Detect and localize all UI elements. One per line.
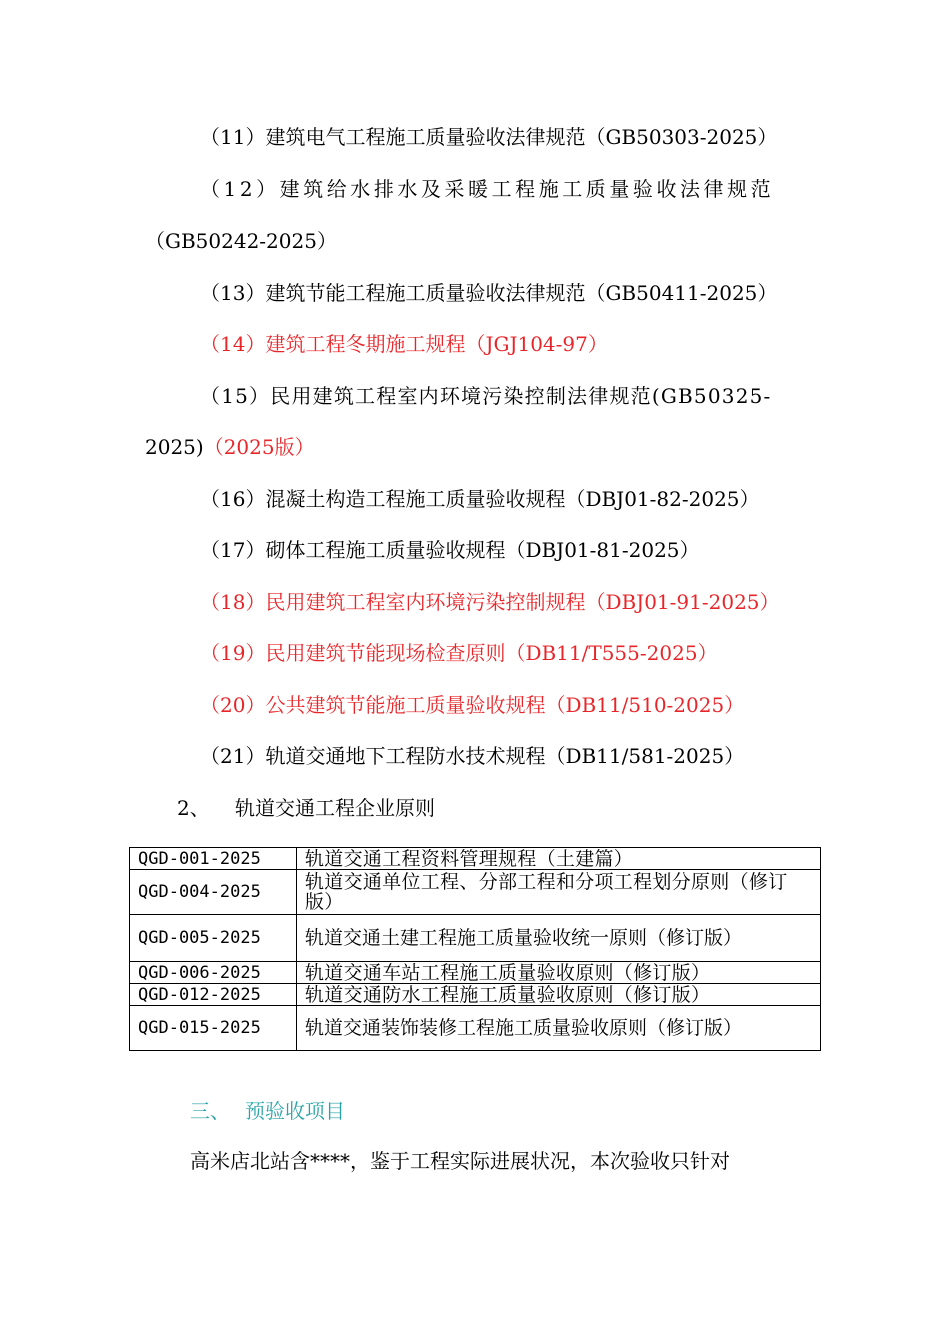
standard-item-12-continuation <box>145 228 337 254</box>
section-title: 预验收项目 <box>245 1099 345 1123</box>
standard-code-cell: QGD-015-2025 <box>130 1006 297 1051</box>
standard-code-cell: QGD-004-2025 <box>130 870 297 915</box>
standard-item-14 <box>200 331 608 357</box>
standard-code-cell: QGD-012-2025 <box>130 984 297 1006</box>
item-text: 建筑电气工程施工质量验收法律规范（GB50303-2025） <box>265 125 778 149</box>
item-number: （12） <box>200 177 280 201</box>
standard-name-cell: 轨道交通车站工程施工质量验收原则（修订版） <box>297 962 821 984</box>
item-number: （21） <box>200 744 266 768</box>
standard-name-cell: 轨道交通装饰装修工程施工质量验收原则（修订版） <box>297 1006 821 1051</box>
table-row <box>130 984 821 1006</box>
item-number: （17） <box>200 538 266 562</box>
item-text: （GB50242-2025） <box>145 229 337 253</box>
body-paragraph: 高米店北站含****，鉴于工程实际进展状况，本次验收只针对 <box>190 1149 730 1173</box>
item-number: （19） <box>200 641 266 665</box>
standard-item-12 <box>200 176 774 202</box>
item-text: 砌体工程施工质量验收规程（DBJ01-81-2025） <box>265 538 700 562</box>
standard-item-20 <box>200 692 744 718</box>
item-text: 公共建筑节能施工质量验收规程（DB11/510-2025） <box>265 693 745 717</box>
section-number: 三、 <box>190 1099 230 1123</box>
item-text: 民用建筑工程室内环境污染控制规程（DBJ01-91-2025） <box>265 590 780 614</box>
item-number: （11） <box>200 125 266 149</box>
standard-code-cell: QGD-005-2025 <box>130 915 297 962</box>
table-row <box>130 1006 821 1051</box>
item-number: （18） <box>200 590 266 614</box>
standard-item-19 <box>200 640 718 666</box>
item-number: （20） <box>200 693 266 717</box>
section-number: 2、 <box>177 796 210 820</box>
item-text: 轨道交通地下工程防水技术规程（DB11/581-2025） <box>265 744 745 768</box>
item-text: 建筑节能工程施工质量验收法律规范（GB50411-2025） <box>265 281 778 305</box>
standard-item-16 <box>200 486 760 512</box>
section-2-heading <box>177 795 435 821</box>
standard-item-11 <box>200 124 777 150</box>
table-row <box>130 870 821 915</box>
enterprise-standards-table <box>129 847 821 1051</box>
table-row <box>130 962 821 984</box>
standard-name-cell: 轨道交通单位工程、分部工程和分项工程划分原则（修订版） <box>297 870 821 915</box>
table-row <box>130 915 821 962</box>
item-text: 民用建筑工程室内环境污染控制法律规范(GB50325- <box>270 384 772 408</box>
item-number: （16） <box>200 487 266 511</box>
item-number: （14） <box>200 332 266 356</box>
section-3-heading <box>190 1098 345 1124</box>
item-text: 混凝土构造工程施工质量验收规程（DBJ01-82-2025） <box>265 487 760 511</box>
standard-code-cell: QGD-006-2025 <box>130 962 297 984</box>
item-text: 民用建筑节能现场检查原则（DB11/T555-2025） <box>265 641 718 665</box>
standard-name-cell: 轨道交通工程资料管理规程（土建篇） <box>297 848 821 870</box>
section-title: 轨道交通工程企业原则 <box>235 796 435 820</box>
item-text: 建筑给水排水及采暖工程施工质量验收法律规范 <box>279 177 775 201</box>
standard-item-15 <box>200 383 772 409</box>
table-row <box>130 848 821 870</box>
standard-code-cell: QGD-001-2025 <box>130 848 297 870</box>
standard-item-17 <box>200 537 700 563</box>
standard-item-21 <box>200 743 744 769</box>
standard-item-13 <box>200 280 777 306</box>
item-text: 建筑工程冬期施工规程（JGJ104-97） <box>265 332 608 356</box>
item-text: 2025) <box>145 435 204 459</box>
version-note: （2025版） <box>203 435 315 459</box>
standard-item-15-continuation <box>145 434 315 460</box>
standard-item-18 <box>200 589 780 615</box>
item-number: （15） <box>200 384 271 408</box>
standard-name-cell: 轨道交通土建工程施工质量验收统一原则（修订版） <box>297 915 821 962</box>
item-number: （13） <box>200 281 266 305</box>
standard-name-cell: 轨道交通防水工程施工质量验收原则（修订版） <box>297 984 821 1006</box>
